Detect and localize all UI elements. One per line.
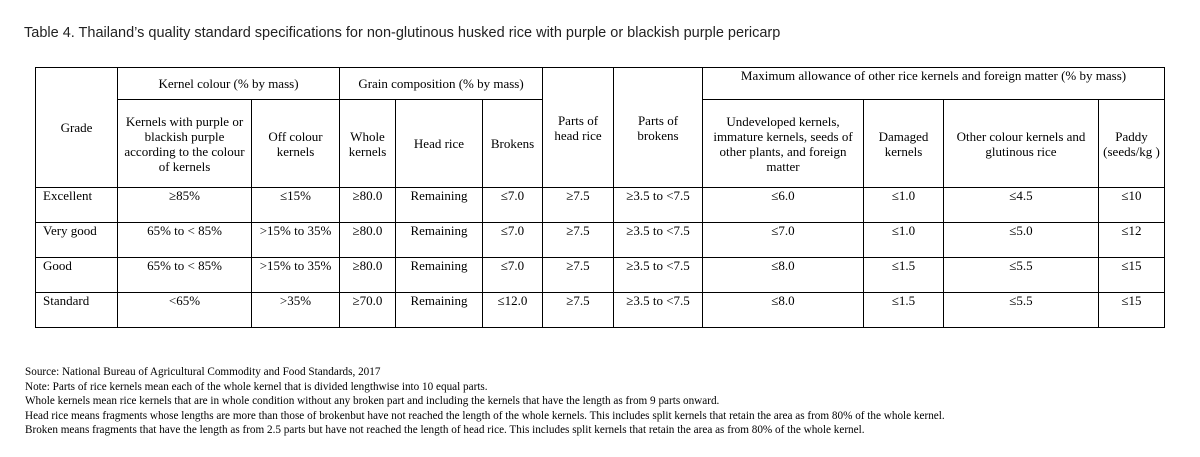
damaged-cell: ≤1.5 [864,258,944,293]
parts-brokens-cell: ≥3.5 to <7.5 [614,188,703,223]
header-damaged: Damaged kernels [864,100,944,188]
note-whole-kernels: Whole kernels mean rice kernels that are in whole condition without any broken part and including the kernels that have the length as from 9 parts onward. [25,395,720,407]
parts-head-cell: ≥7.5 [543,293,614,328]
undeveloped-cell: ≤8.0 [703,258,864,293]
rice-standard-table [35,67,1165,328]
header-whole-kernels: Whole kernels [340,100,396,188]
header-grade: Grade [36,68,118,188]
parts-head-cell: ≥7.5 [543,223,614,258]
undeveloped-cell: ≤7.0 [703,223,864,258]
table-row [36,258,1165,293]
grade-cell: Standard [36,293,118,328]
header-parts-head-rice: Parts of head rice [543,68,614,188]
paddy-cell: ≤15 [1099,293,1165,328]
header-kernel-colour: Kernel colour (% by mass) [118,68,340,100]
whole-cell: ≥80.0 [340,223,396,258]
brokens-cell: ≤7.0 [483,223,543,258]
undeveloped-cell: ≤8.0 [703,293,864,328]
header-off-colour: Off colour kernels [252,100,340,188]
paddy-cell: ≤10 [1099,188,1165,223]
other-colour-cell: ≤5.5 [944,258,1099,293]
header-grain-composition: Grain composition (% by mass) [340,68,543,100]
header-max-allowance: Maximum allowance of other rice kernels and foreign matter (% by mass) [703,68,1165,100]
brokens-cell: ≤7.0 [483,188,543,223]
paddy-cell: ≤12 [1099,223,1165,258]
purple-cell: <65% [118,293,252,328]
off-colour-cell: ≤15% [252,188,340,223]
off-colour-cell: >15% to 35% [252,258,340,293]
brokens-cell: ≤12.0 [483,293,543,328]
head-rice-cell: Remaining [396,188,483,223]
purple-cell: 65% to < 85% [118,258,252,293]
header-head-rice: Head rice [396,100,483,188]
damaged-cell: ≤1.5 [864,293,944,328]
purple-cell: 65% to < 85% [118,223,252,258]
table-row [36,188,1165,223]
parts-head-cell: ≥7.5 [543,188,614,223]
source-note: Source: National Bureau of Agricultural Commodity and Food Standards, 2017 [25,366,381,378]
purple-cell: ≥85% [118,188,252,223]
off-colour-cell: >35% [252,293,340,328]
damaged-cell: ≤1.0 [864,188,944,223]
other-colour-cell: ≤5.5 [944,293,1099,328]
parts-head-cell: ≥7.5 [543,258,614,293]
note-broken: Broken means fragments that have the length as from 2.5 parts but have not reached the length of head rice. This includes split kernels that retain the area as from 80% of the whole kernel. [25,424,865,436]
whole-cell: ≥70.0 [340,293,396,328]
grade-cell: Excellent [36,188,118,223]
undeveloped-cell: ≤6.0 [703,188,864,223]
header-parts-brokens: Parts of brokens [614,68,703,188]
off-colour-cell: >15% to 35% [252,223,340,258]
parts-brokens-cell: ≥3.5 to <7.5 [614,258,703,293]
note-parts: Note: Parts of rice kernels mean each of the whole kernel that is divided lengthwise into 10 equal parts. [25,380,488,393]
whole-cell: ≥80.0 [340,188,396,223]
paddy-cell: ≤15 [1099,258,1165,293]
note-head-rice: Head rice means fragments whose lengths are more than those of brokenbut have not reached the length of the whole kernels. This includes split kernels that retain the area as from 80% of the whole kernel. [25,409,945,422]
other-colour-cell: ≤5.0 [944,223,1099,258]
header-purple-kernels: Kernels with purple or blackish purple according to the colour of kernels [118,100,252,188]
header-undeveloped: Undeveloped kernels, immature kernels, seeds of other plants, and foreign matter [703,100,864,188]
head-rice-cell: Remaining [396,258,483,293]
table-row [36,223,1165,258]
parts-brokens-cell: ≥3.5 to <7.5 [614,293,703,328]
header-brokens: Brokens [483,100,543,188]
parts-brokens-cell: ≥3.5 to <7.5 [614,223,703,258]
table-caption: Table 4. Thailand’s quality standard specifications for non-glutinous husked rice with purple or blackish purple pericarp [24,25,781,41]
head-rice-cell: Remaining [396,293,483,328]
damaged-cell: ≤1.0 [864,223,944,258]
grade-cell: Very good [36,223,118,258]
header-paddy: Paddy (seeds/kg ) [1099,100,1165,188]
other-colour-cell: ≤4.5 [944,188,1099,223]
head-rice-cell: Remaining [396,223,483,258]
table-notes [25,365,945,438]
whole-cell: ≥80.0 [340,258,396,293]
header-other-colour: Other colour kernels and glutinous rice [944,100,1099,188]
grade-cell: Good [36,258,118,293]
table-row [36,293,1165,328]
brokens-cell: ≤7.0 [483,258,543,293]
